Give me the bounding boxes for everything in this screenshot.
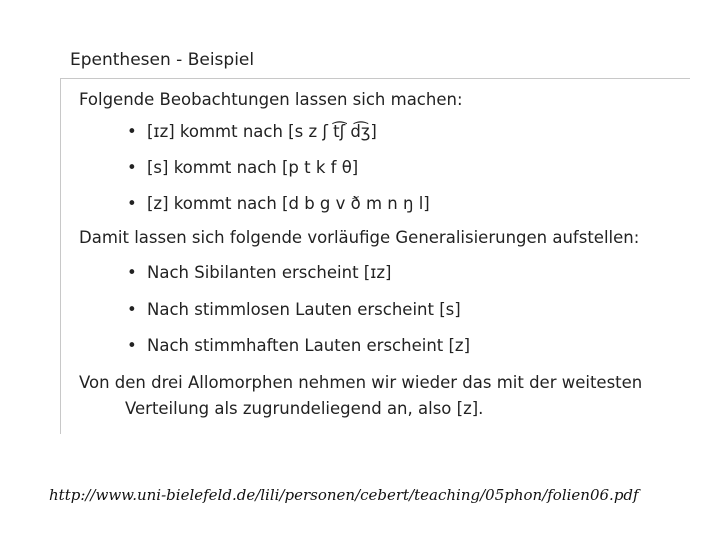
source-url: http://www.uni-bielefeld.de/lili/personen/cebert/teaching/05phon/folien06.pdf [49,486,639,504]
list-item [79,121,689,143]
bullet-icon: • [127,336,137,355]
bullet-icon: • [127,158,137,177]
generalizations-list [79,262,689,357]
slide-content [79,89,689,422]
generalization-text: Nach stimmlosen Lauten erscheint [s] [147,300,461,319]
list-item [79,157,689,179]
bullet-icon: • [127,263,137,282]
list-item [79,335,689,357]
title-divider [60,78,690,79]
content-left-border [60,78,61,434]
bullet-icon: • [127,194,137,213]
bullet-icon: • [127,300,137,319]
observations-list [79,121,689,215]
slide-title: Epenthesen - Beispiel [70,50,255,70]
generalization-text: Nach stimmhaften Lauten erscheint [z] [147,336,471,355]
bullet-icon: • [127,122,137,141]
list-item [79,262,689,284]
generalization-text: Nach Sibilanten erscheint [ɪz] [147,263,392,282]
observation-text: [ɪz] kommt nach [s z ʃ t͡ʃ d͡ʒ] [147,122,377,141]
observation-text: [z] kommt nach [d b g v ð m n ŋ l] [147,194,430,213]
observation-text: [s] kommt nach [p t k f θ] [147,158,359,177]
generalization-intro: Damit lassen sich folgende vorläufige Generalisierungen aufstellen: [79,228,640,247]
list-item [79,299,689,321]
observations-intro: Folgende Beobachtungen lassen sich machen: [79,90,463,109]
list-item [79,193,689,215]
conclusion-text: Von den drei Allomorphen nehmen wir wieder das mit der weitesten Verteilung als zugrundeliegend an, also [z]. [79,373,643,418]
